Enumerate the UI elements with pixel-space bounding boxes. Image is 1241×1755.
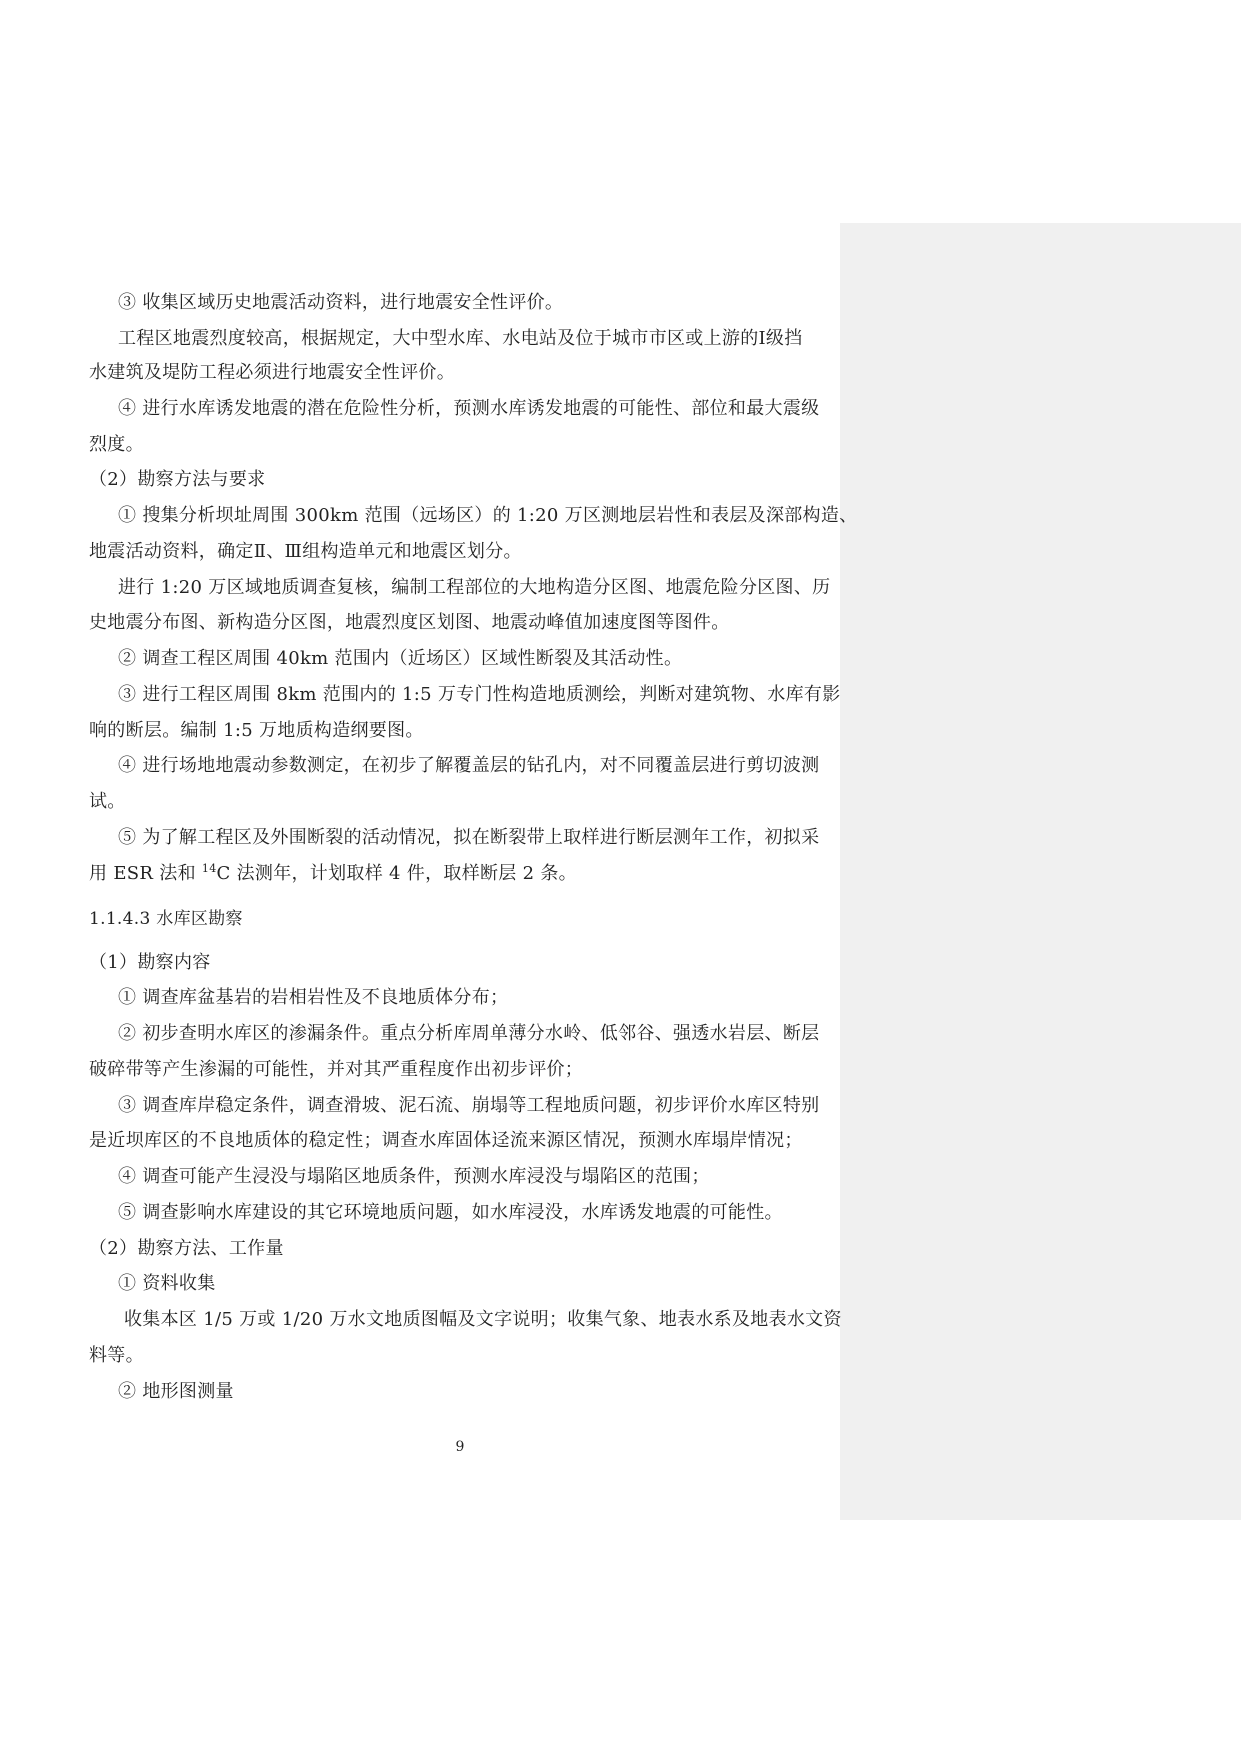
text-line: ① 调查库盆基岩的岩相岩性及不良地质体分布； bbox=[118, 987, 509, 1008]
text-line: 料等。 bbox=[89, 1345, 144, 1366]
text-line: ② 初步查明水库区的渗漏条件。重点分析库周单薄分水岭、低邻谷、强透水岩层、断层 bbox=[118, 1023, 820, 1044]
isotope-superscript: 14 bbox=[201, 862, 217, 875]
text-line: ② 地形图测量 bbox=[118, 1381, 234, 1402]
text-fragment: C 法测年，计划取样 4 件，取样断层 2 条。 bbox=[216, 863, 577, 884]
text-line: ④ 调查可能产生浸没与塌陷区地质条件，预测水库浸没与塌陷区的范围； bbox=[118, 1166, 710, 1187]
text-line: ④ 进行场地地震动参数测定，在初步了解覆盖层的钻孔内，对不同覆盖层进行剪切波测 bbox=[118, 755, 820, 776]
text-line: 史地震分布图、新构造分区图，地震烈度区划图、地震动峰值加速度图等图件。 bbox=[89, 612, 730, 633]
text-line: ③ 进行工程区周围 8km 范围内的 1:5 万专门性构造地质测绘，判断对建筑物、水库有影 bbox=[118, 684, 841, 705]
text-line: ⑤ 调查影响水库建设的其它环境地质问题，如水库浸没，水库诱发地震的可能性。 bbox=[118, 1202, 783, 1223]
section-heading: 1.1.4.3 水库区勘察 bbox=[89, 909, 243, 929]
text-line: 工程区地震烈度较高，根据规定，大中型水库、水电站及位于城市市区或上游的Ⅰ级挡 bbox=[118, 328, 803, 349]
page-number: 9 bbox=[455, 1439, 465, 1455]
text-line: ③ 收集区域历史地震活动资料，进行地震安全性评价。 bbox=[118, 292, 564, 313]
text-line: 水建筑及堤防工程必须进行地震安全性评价。 bbox=[89, 362, 455, 383]
text-line: ⑤ 为了解工程区及外围断裂的活动情况，拟在断裂带上取样进行断层测年工作，初拟采 bbox=[118, 827, 820, 848]
text-line: 收集本区 1/5 万或 1/20 万水文地质图幅及文字说明；收集气象、地表水系及地表水文资 bbox=[124, 1309, 842, 1330]
comment-margin-pane bbox=[840, 223, 1241, 1520]
text-line-with-superscript bbox=[89, 861, 577, 887]
subsection-heading: （1）勘察内容 bbox=[89, 952, 211, 973]
text-line: 烈度。 bbox=[89, 434, 144, 455]
text-line: 响的断层。编制 1:5 万地质构造纲要图。 bbox=[89, 720, 424, 741]
text-line: ② 调查工程区周围 40km 范围内（近场区）区域性断裂及其活动性。 bbox=[118, 648, 683, 669]
text-line: ① 搜集分析坝址周围 300km 范围（远场区）的 1:20 万区测地层岩性和表层及深部构造、 bbox=[118, 505, 858, 526]
text-line: 试。 bbox=[89, 791, 126, 812]
text-line: 进行 1:20 万区域地质调查复核，编制工程部位的大地构造分区图、地震危险分区图、历 bbox=[118, 577, 831, 598]
text-line: 地震活动资料，确定Ⅱ、Ⅲ组构造单元和地震区划分。 bbox=[89, 541, 522, 562]
subsection-heading: （2）勘察方法与要求 bbox=[89, 469, 266, 490]
text-fragment: 用 ESR 法和 bbox=[89, 863, 202, 884]
subsection-heading: （2）勘察方法、工作量 bbox=[89, 1238, 284, 1259]
text-line: ③ 调查库岸稳定条件，调查滑坡、泥石流、崩塌等工程地质问题，初步评价水库区特别 bbox=[118, 1095, 820, 1116]
text-line: 破碎带等产生渗漏的可能性，并对其严重程度作出初步评价； bbox=[89, 1059, 584, 1080]
text-line: ① 资料收集 bbox=[118, 1273, 216, 1294]
text-line: 是近坝库区的不良地质体的稳定性；调查水库固体迳流来源区情况，预测水库塌岸情况； bbox=[89, 1130, 803, 1151]
text-line: ④ 进行水库诱发地震的潜在危险性分析，预测水库诱发地震的可能性、部位和最大震级 bbox=[118, 398, 820, 419]
